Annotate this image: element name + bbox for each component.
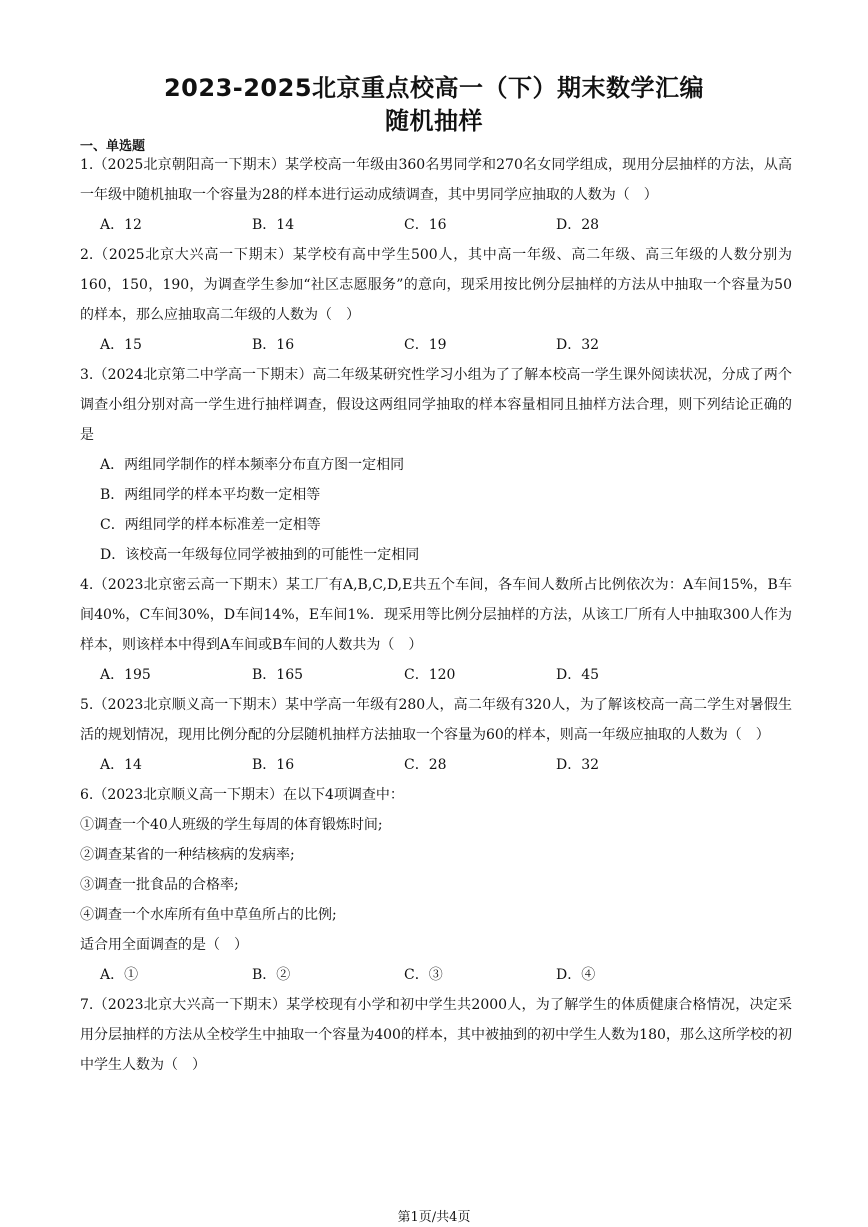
question-2-options [80, 330, 792, 360]
question-5-options [80, 750, 792, 780]
option: A．15 [100, 337, 142, 353]
survey-item: ①调查一个40人班级的学生每周的体育锻炼时间; [80, 817, 383, 833]
option: D．该校高一年级每位同学被抽到的可能性一定相同 [100, 547, 420, 563]
option: B．16 [252, 757, 295, 773]
question-5-text: 5.（2023北京顺义高一下期末）某中学高一年级有280人，高二年级有320人，为了解该校高一高二学生对暑假生活的规划情况，现用比例分配的分层随机抽样方法抽取一个容量为60的样本，则高一年级应抽取的人数为（ ） [80, 697, 792, 743]
question-6-text: 6.（2023北京顺义高一下期末）在以下4项调查中： [80, 787, 404, 803]
page-number: 第1页/共4页 [397, 1210, 471, 1225]
option: D．④ [556, 967, 596, 983]
question-list [80, 150, 792, 1080]
question-4-text: 4.（2023北京密云高一下期末）某工厂有A,B,C,D,E共五个车间，各车间人数所占比例依次为：A车间15%，B车间40%，C车间30%，D车间14%，E车间1%．现采用等比例分层抽样的方法，从该工厂所有人中抽取300人作为样本，则该样本中得到A车间或B车间的人数共为（ ） [80, 577, 792, 653]
option: A．两组同学制作的样本频率分布直方图一定相同 [100, 457, 405, 473]
option: C．两组同学的样本标准差一定相等 [100, 517, 321, 533]
option: B．两组同学的样本平均数一定相等 [100, 487, 321, 503]
option: C．120 [404, 667, 456, 683]
section-heading: 一、单选题 [80, 139, 146, 154]
question-6-prompt: 适合用全面调查的是（ ） [80, 937, 248, 953]
question-4-options [80, 660, 792, 690]
option: B．165 [252, 667, 304, 683]
option: D．45 [556, 667, 600, 683]
question-7-text: 7.（2023北京大兴高一下期末）某学校现有小学和初中学生共2000人，为了解学生的体质健康合格情况，决定采用分层抽样的方法从全校学生中抽取一个容量为400的样本，其中被抽到的初中学生人数为180，那么这所学校的初中学生人数为（ ） [80, 997, 792, 1073]
option: A．195 [100, 667, 151, 683]
option: A．14 [100, 757, 142, 773]
option: C．28 [404, 757, 447, 773]
question-3-text: 3.（2024北京第二中学高一下期末）高二年级某研究性学习小组为了了解本校高一学生课外阅读状况，分成了两个调查小组分别对高一学生进行抽样调查，假设这两组同学抽取的样本容量相同且抽样方法合理，则下列结论正确的是 [80, 367, 792, 443]
option: B．14 [252, 217, 295, 233]
document-title: 2023-2025北京重点校高一（下）期末数学汇编 [163, 74, 705, 102]
survey-item: ③调查一批食品的合格率; [80, 877, 239, 893]
option: A．① [100, 967, 139, 983]
option: D．28 [556, 217, 600, 233]
option: A．12 [100, 217, 142, 233]
question-1-text: 1.（2025北京朝阳高一下期末）某学校高一年级由360名男同学和270名女同学组成，现用分层抽样的方法，从高一年级中随机抽取一个容量为28的样本进行运动成绩调查，其中男同学应抽取的人数为（ ） [80, 157, 792, 203]
survey-item: ②调查某省的一种结核病的发病率; [80, 847, 295, 863]
option: C．16 [404, 217, 447, 233]
survey-item: ④调查一个水库所有鱼中草鱼所占的比例; [80, 907, 337, 923]
option: B．16 [252, 337, 295, 353]
option: D．32 [556, 337, 600, 353]
option: C．19 [404, 337, 447, 353]
option: B．② [252, 967, 291, 983]
document-subtitle: 随机抽样 [385, 107, 483, 135]
option: C．③ [404, 967, 443, 983]
question-2-text: 2.（2025北京大兴高一下期末）某学校有高中学生500人，其中高一年级、高二年级、高三年级的人数分别为160，150，190，为调查学生参加“社区志愿服务”的意向，现采用按比例分层抽样的方法从中抽取一个容量为50的样本，那么应抽取高二年级的人数为（ ） [80, 247, 792, 323]
question-6-options [80, 960, 792, 990]
option: D．32 [556, 757, 600, 773]
question-1-options [80, 210, 792, 240]
